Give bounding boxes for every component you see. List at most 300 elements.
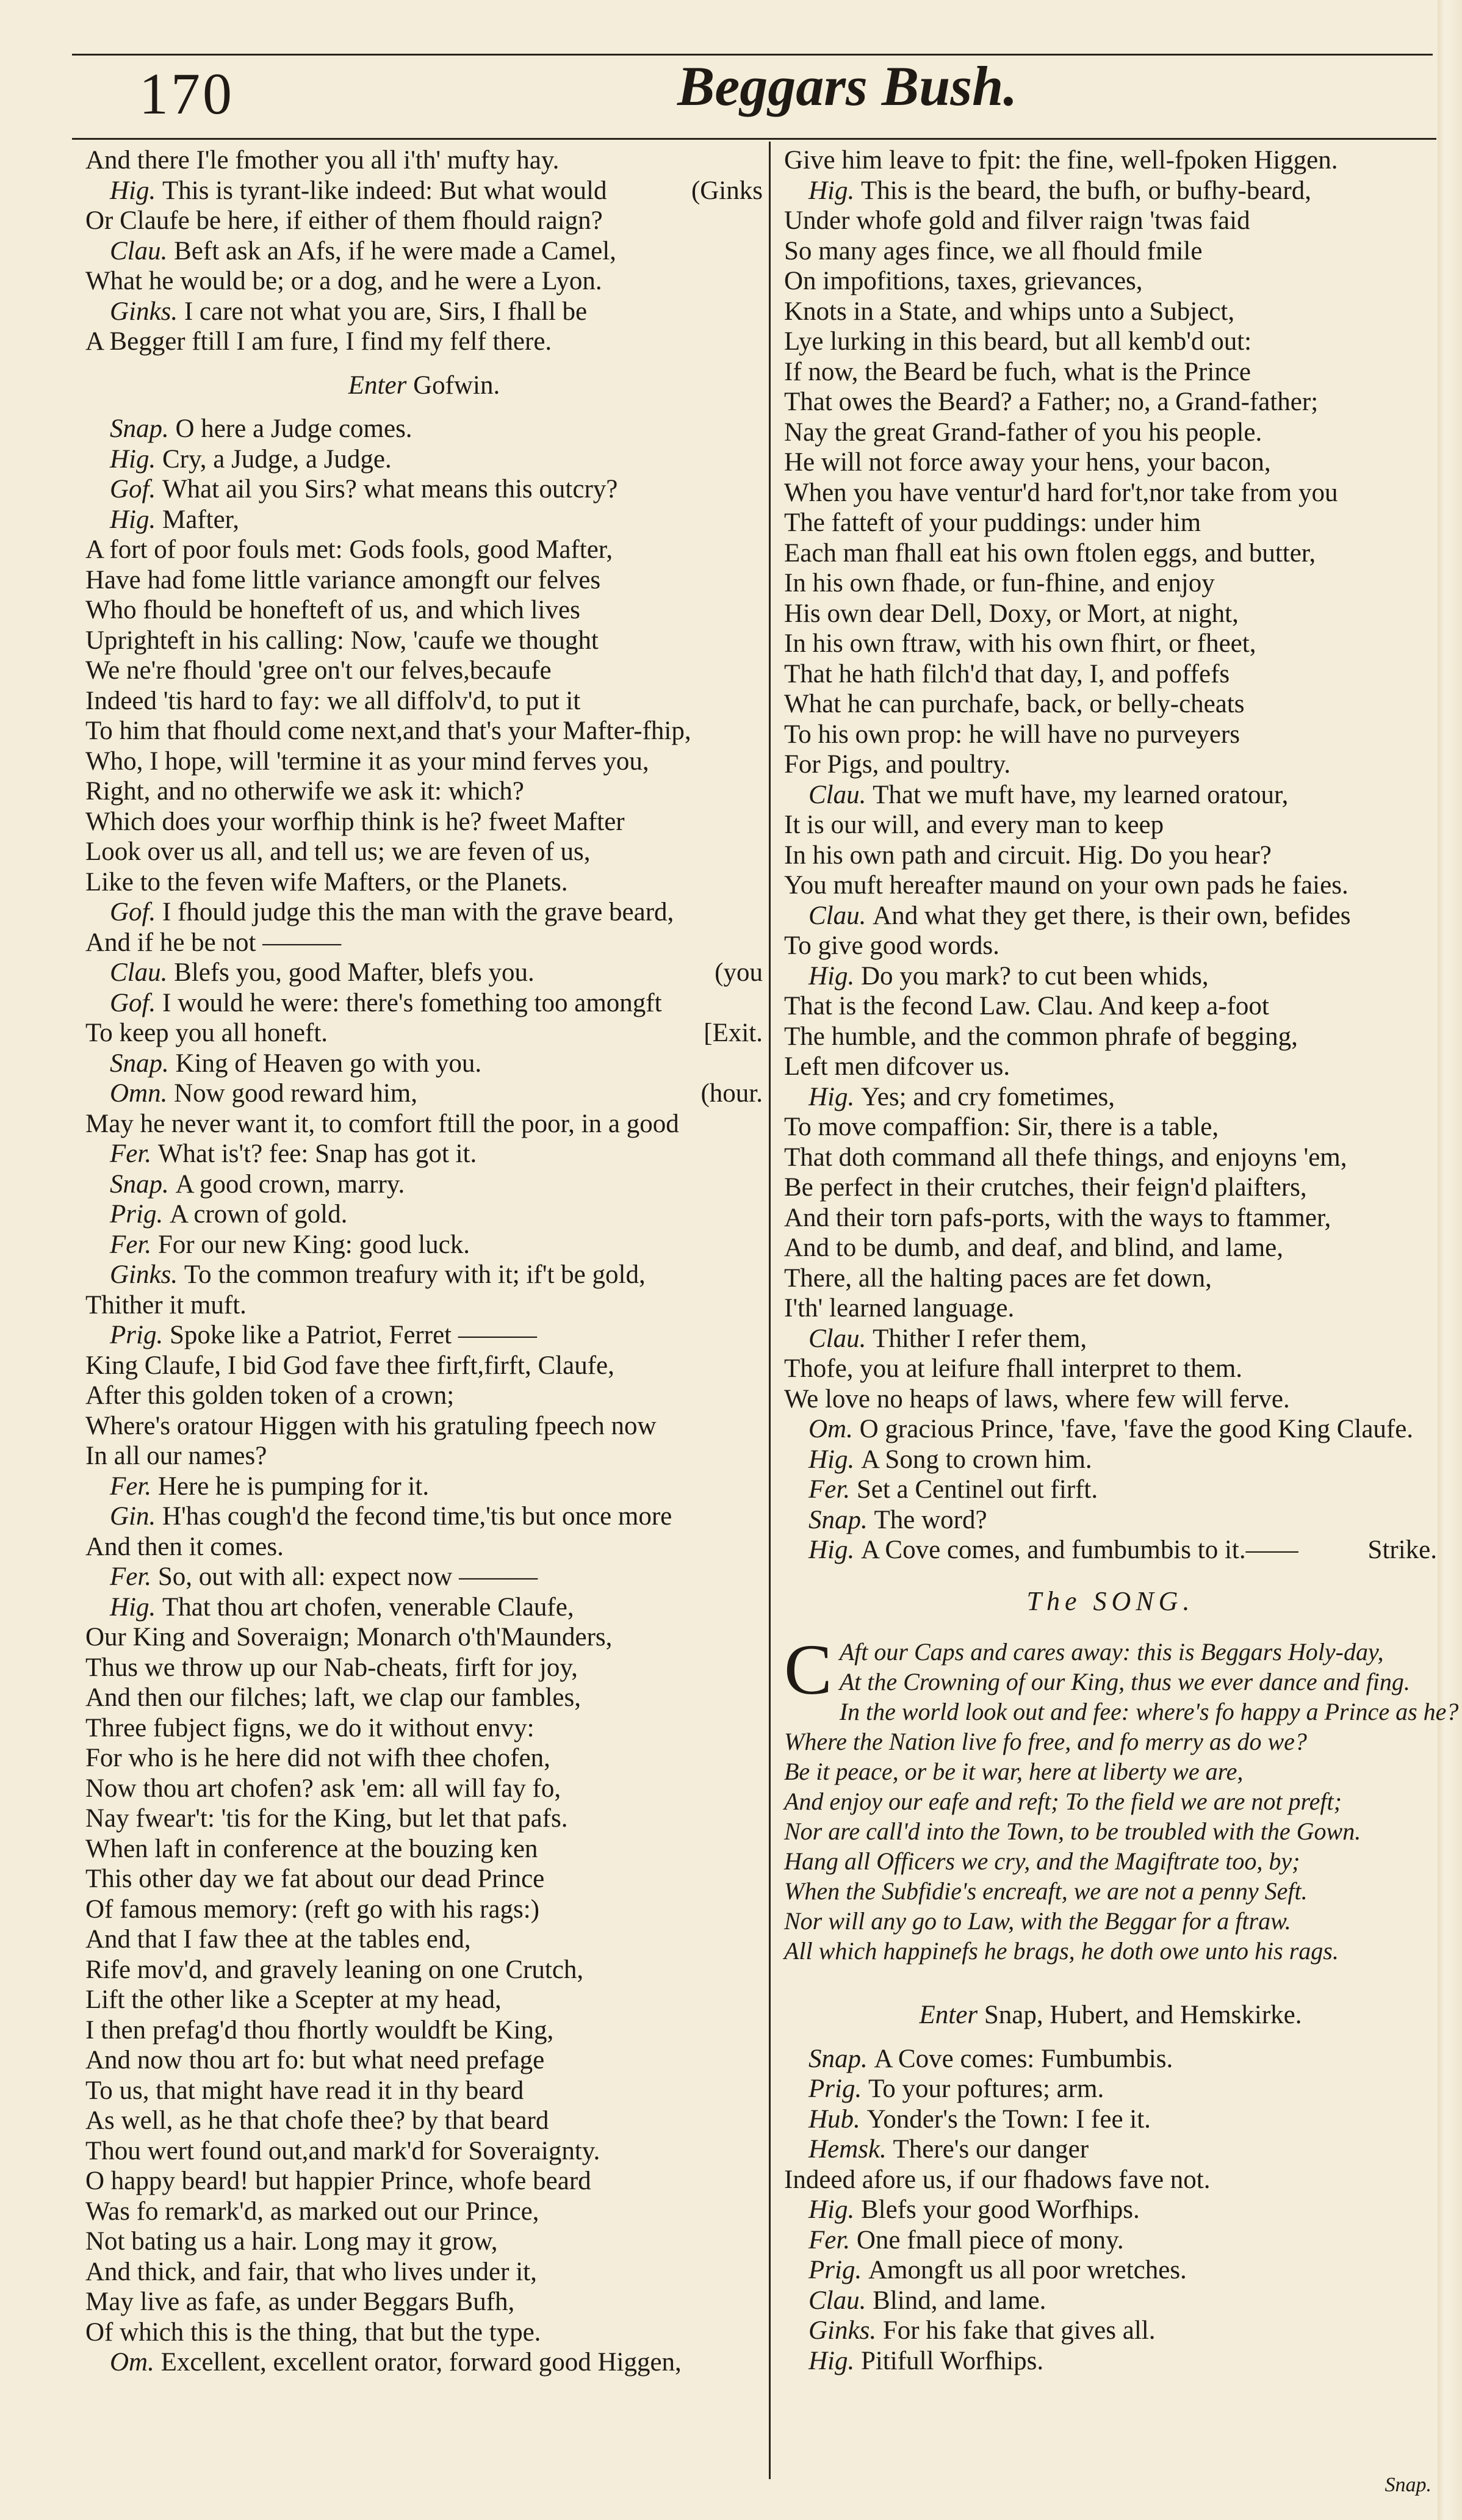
speaker-name: Fer. bbox=[110, 1230, 158, 1259]
line-text: Yes; and cry fometimes, bbox=[861, 1082, 1115, 1111]
speaker-name: Om. bbox=[110, 2348, 161, 2377]
line-text: To the common treafury with it; if't be gold, bbox=[184, 1260, 646, 1289]
verse-line bbox=[784, 1263, 1437, 1294]
line-text: O happy beard! but happier Prince, whofe beard bbox=[85, 2167, 591, 2195]
speech-line bbox=[85, 474, 763, 505]
verse-line bbox=[784, 659, 1437, 690]
line-text: Each man fhall eat his own ftolen eggs, and butter, bbox=[784, 538, 1316, 568]
speaker-name: Hig. bbox=[110, 505, 162, 534]
verse-line bbox=[784, 206, 1437, 236]
speech-line bbox=[784, 2225, 1437, 2256]
stage-direction: Enter Gofwin. bbox=[348, 370, 500, 400]
verse-line bbox=[784, 145, 1437, 176]
speech-line bbox=[85, 414, 763, 444]
speech-line bbox=[85, 1049, 763, 1079]
line-text: Thither I refer them, bbox=[873, 1324, 1087, 1353]
line-text: Spoke like a Patriot, Ferret ——— bbox=[169, 1321, 537, 1349]
speech-line bbox=[85, 1078, 763, 1109]
verse-line bbox=[784, 870, 1437, 901]
speaker-name: Hig. bbox=[110, 444, 162, 474]
line-text: What he would be; or a dog, and he were a Lyon. bbox=[85, 267, 602, 295]
stage-direction: Enter Snap, Hubert, and Hemskirke. bbox=[919, 2001, 1302, 2029]
speech-line bbox=[85, 444, 763, 475]
right-column bbox=[784, 145, 1459, 2376]
verse-line bbox=[85, 2106, 763, 2136]
line-text: When laft in conference at the bouzing ken bbox=[85, 1834, 538, 1863]
line-text: To move compaffion: Sir, there is a table, bbox=[784, 1113, 1219, 1141]
song-line: Hang all Officers we cry, and the Magiftrate too, by; bbox=[784, 1847, 1300, 1875]
speaker-name: Fer. bbox=[808, 1475, 857, 1504]
verse-line bbox=[784, 629, 1437, 659]
line-text: On impofitions, taxes, grievances, bbox=[784, 267, 1143, 295]
verse-line bbox=[85, 1955, 763, 1985]
verse-line bbox=[85, 2015, 763, 2046]
line-text: And if he be not ——— bbox=[85, 928, 342, 957]
line-text: And their torn pafs-ports, with the ways to ftammer, bbox=[784, 1203, 1331, 1232]
line-text: I'th' learned language. bbox=[784, 1294, 1015, 1323]
line-text: A crown of gold. bbox=[169, 1200, 348, 1229]
verse-line bbox=[784, 568, 1437, 599]
line-text: Indeed 'tis hard to fay: we all diffolv'd, to put it bbox=[85, 686, 581, 715]
verse-line bbox=[784, 2165, 1437, 2195]
line-text: Set a Centinel out firft. bbox=[856, 1475, 1098, 1504]
verse-line bbox=[784, 1143, 1437, 1173]
speech-line bbox=[784, 2316, 1437, 2346]
line-text: O gracious Prince, 'fave, 'fave the good King Claufe. bbox=[859, 1415, 1414, 1443]
line-text: I care not what you are, Sirs, I fhall be bbox=[184, 297, 588, 326]
running-title: Beggars Bush. bbox=[677, 55, 1018, 117]
line-text: Now thou art chofen? ask 'em: all will fay fo, bbox=[85, 1774, 561, 1803]
verse-line bbox=[85, 1381, 763, 1411]
line-text: When you have ventur'd hard for't,nor take from you bbox=[784, 478, 1338, 507]
verse-line bbox=[85, 1834, 763, 1865]
song-line: Be it peace, or be it war, here at liberty we are, bbox=[784, 1758, 1244, 1785]
line-text: Where's oratour Higgen with his gratuling fpeech now bbox=[85, 1411, 657, 1440]
verse-line bbox=[85, 327, 763, 357]
line-text: Mafter, bbox=[162, 505, 240, 534]
speech-line bbox=[784, 176, 1437, 206]
line-text: Right, and no otherwife we ask it: which? bbox=[85, 777, 524, 806]
verse-line bbox=[85, 1864, 763, 1894]
line-text: Not bating us a hair. Long may it grow, bbox=[85, 2227, 498, 2256]
line-text: The fatteft of your puddings: under him bbox=[784, 508, 1201, 537]
verse-line bbox=[85, 837, 763, 867]
verse-line bbox=[784, 1293, 1437, 1324]
page-header bbox=[0, 0, 1462, 153]
speaker-name: Hig. bbox=[110, 1592, 162, 1622]
song-line: And enjoy our eafe and reft; To the field we are not preft; bbox=[784, 1788, 1342, 1815]
speaker-name: Gof. bbox=[110, 988, 162, 1017]
speech-line bbox=[85, 505, 763, 535]
speaker-name: Fer. bbox=[110, 1139, 158, 1168]
verse-line bbox=[85, 266, 763, 297]
verse-line bbox=[85, 2197, 763, 2227]
margin-note: (Ginks bbox=[691, 176, 763, 205]
line-text: To keep you all honeft. bbox=[85, 1019, 328, 1047]
song-verse bbox=[784, 1630, 1459, 1966]
line-text: Have had fome little variance amongft our felves bbox=[85, 565, 601, 594]
speaker-name: Hig. bbox=[808, 1082, 861, 1111]
speech-line bbox=[85, 1471, 763, 1502]
line-text: A fort of poor fouls met: Gods fools, good Mafter, bbox=[85, 535, 613, 564]
line-text: For who is he here did not wifh thee chofen, bbox=[85, 1744, 550, 1772]
speech-line bbox=[784, 780, 1437, 811]
speech-line bbox=[784, 901, 1437, 931]
verse-line bbox=[85, 1924, 763, 1955]
verse-line bbox=[85, 595, 763, 626]
line-text: Left men difcover us. bbox=[784, 1052, 1010, 1081]
line-text: And then it comes. bbox=[85, 1532, 284, 1561]
speaker-name: Prig. bbox=[110, 1200, 170, 1229]
verse-line bbox=[784, 1233, 1437, 1263]
verse-line bbox=[85, 1743, 763, 1774]
song-line: In the world look out and fee: where's fo happy a Prince as he? bbox=[839, 1698, 1459, 1725]
line-text: We love no heaps of laws, where few will ferve. bbox=[784, 1384, 1290, 1413]
speech-line bbox=[85, 958, 763, 988]
line-text: Nay fwear't: 'tis for the King, but let that pafs. bbox=[85, 1804, 568, 1833]
line-text: King of Heaven go with you. bbox=[175, 1049, 482, 1078]
verse-line bbox=[85, 2136, 763, 2167]
column-divider bbox=[769, 142, 771, 2479]
line-text: After this golden token of a crown; bbox=[85, 1381, 455, 1410]
line-text: Of which this is the thing, that but the type. bbox=[85, 2317, 541, 2347]
verse-line bbox=[85, 1351, 763, 1381]
speech-line bbox=[784, 1535, 1437, 1565]
line-text: King Claufe, I bid God fave thee firft,firft, Claufe, bbox=[85, 1351, 614, 1380]
verse-line bbox=[85, 626, 763, 656]
line-text: This other day we fat about our dead Prince bbox=[85, 1865, 545, 1893]
speaker-name: Hub. bbox=[808, 2104, 867, 2134]
speaker-name: Hig. bbox=[808, 961, 861, 991]
line-text: And then our filches; laft, we clap our fambles, bbox=[85, 1683, 581, 1712]
speech-line bbox=[784, 1505, 1437, 1536]
verse-line bbox=[85, 1803, 763, 1834]
song-heading: The SONG. bbox=[1026, 1586, 1195, 1616]
line-text: A Begger ftill I am fure, I find my felf there. bbox=[85, 327, 552, 356]
speaker-name: Hig. bbox=[110, 176, 162, 205]
line-text: For his fake that gives all. bbox=[882, 2316, 1156, 2345]
speech-line bbox=[85, 2347, 763, 2378]
speech-line bbox=[784, 1414, 1437, 1445]
verse-line bbox=[85, 145, 763, 176]
speaker-name: Ginks. bbox=[808, 2316, 883, 2345]
line-text: And thick, and fair, that who lives under it, bbox=[85, 2257, 537, 2286]
verse-line bbox=[85, 1109, 763, 1139]
verse-line bbox=[85, 686, 763, 717]
catchword: Snap. bbox=[1385, 2474, 1431, 2496]
speech-line bbox=[784, 1082, 1437, 1113]
line-text: Thither it muft. bbox=[85, 1290, 247, 1320]
speaker-name: Clau. bbox=[808, 2286, 873, 2315]
margin-note: (hour. bbox=[700, 1079, 763, 1108]
line-text: Uprighteft in his calling: Now, 'caufe we thought bbox=[85, 626, 599, 655]
margin-note: [Exit. bbox=[704, 1019, 763, 1047]
speech-line bbox=[85, 897, 763, 928]
speech-line bbox=[784, 1475, 1437, 1505]
speech-line bbox=[784, 2044, 1437, 2074]
line-text: What he can purchafe, back, or belly-cheats bbox=[784, 690, 1245, 718]
page-number: 170 bbox=[139, 61, 234, 126]
speech-line bbox=[784, 961, 1437, 992]
verse-line bbox=[784, 599, 1437, 629]
line-text: Who fhould be honefteft of us, and which lives bbox=[85, 596, 580, 624]
verse-line bbox=[85, 2257, 763, 2287]
speaker-name: Hemsk. bbox=[808, 2135, 893, 2164]
page-edge bbox=[1438, 0, 1462, 2520]
speaker-name: Fer. bbox=[110, 1471, 158, 1501]
line-text: So, out with all: expect now ——— bbox=[157, 1562, 538, 1591]
line-text: H'has cough'd the fecond time,'tis but once more bbox=[162, 1502, 672, 1531]
verse-line bbox=[85, 1985, 763, 2015]
verse-line bbox=[784, 931, 1437, 961]
verse-line bbox=[85, 206, 763, 236]
line-text: So many ages fince, we all fhould fmile bbox=[784, 236, 1203, 265]
verse-line bbox=[85, 1290, 763, 1321]
verse-line bbox=[85, 2045, 763, 2076]
margin-note: Strike. bbox=[1367, 1536, 1437, 1564]
speech-line bbox=[784, 2286, 1437, 2316]
line-text: Do you mark? to cut been whids, bbox=[861, 961, 1209, 991]
speaker-name: Snap. bbox=[110, 1169, 176, 1199]
speech-line bbox=[85, 1199, 763, 1230]
speaker-name: Gof. bbox=[110, 475, 162, 504]
line-text: That is the fecond Law. Clau. And keep a-foot bbox=[784, 992, 1269, 1020]
verse-line bbox=[85, 716, 763, 746]
speech-line bbox=[85, 297, 763, 327]
line-text: And now thou art fo: but what need prefage bbox=[85, 2046, 545, 2074]
verse-line bbox=[784, 478, 1437, 508]
line-text: He will not force away your hens, your bacon, bbox=[784, 448, 1271, 477]
speaker-name: Hig. bbox=[808, 2195, 861, 2224]
verse-line bbox=[784, 1052, 1437, 1082]
line-text: Blefs you, good Mafter, blefs you. bbox=[174, 958, 535, 987]
line-text: The word? bbox=[874, 1505, 987, 1534]
verse-line bbox=[85, 1411, 763, 1442]
line-text: A good crown, marry. bbox=[175, 1169, 405, 1199]
verse-line bbox=[85, 2317, 763, 2348]
speaker-name: Prig. bbox=[808, 2256, 868, 2284]
verse-line bbox=[784, 357, 1437, 388]
verse-line bbox=[85, 1653, 763, 1683]
line-text: Indeed afore us, if our fhadows fave not. bbox=[784, 2165, 1211, 2194]
line-text: That owes the Beard? a Father; no, a Grand-father; bbox=[784, 388, 1319, 416]
line-text: That we muft have, my learned oratour, bbox=[873, 780, 1289, 809]
verse-line bbox=[784, 1112, 1437, 1143]
verse-line bbox=[784, 840, 1437, 871]
speech-line bbox=[784, 2104, 1437, 2135]
verse-line bbox=[85, 1683, 763, 1713]
verse-line bbox=[85, 2226, 763, 2257]
line-text: One fmall piece of mony. bbox=[856, 2225, 1124, 2255]
line-text: And what they get there, is their own, befides bbox=[873, 901, 1351, 930]
line-text: Give him leave to fpit: the fine, well-fpoken Higgen. bbox=[784, 146, 1338, 175]
speech-line bbox=[85, 1230, 763, 1260]
line-text: There's our danger bbox=[893, 2135, 1089, 2164]
verse-line bbox=[85, 1894, 763, 1925]
verse-line bbox=[784, 720, 1437, 750]
line-text: For Pigs, and poultry. bbox=[784, 750, 1011, 779]
verse-line bbox=[784, 297, 1437, 327]
verse-line bbox=[784, 1172, 1437, 1203]
speaker-name: Gof. bbox=[110, 898, 162, 926]
verse-line bbox=[784, 749, 1437, 780]
speaker-name: Clau. bbox=[808, 1324, 873, 1353]
verse-line bbox=[85, 565, 763, 596]
verse-line bbox=[85, 1441, 763, 1471]
song-line: Aft our Caps and cares away: this is Beggars Holy-day, bbox=[839, 1638, 1384, 1666]
speech-line bbox=[784, 2255, 1437, 2286]
line-text: As well, as he that chofe thee? by that beard bbox=[85, 2106, 549, 2135]
verse-line bbox=[784, 1354, 1437, 1384]
line-text: And to be dumb, and deaf, and blind, and lame, bbox=[784, 1233, 1283, 1262]
line-text: Now good reward him, bbox=[174, 1079, 417, 1108]
speech-line bbox=[85, 176, 763, 206]
verse-line bbox=[85, 1622, 763, 1653]
speech-line bbox=[784, 2195, 1437, 2225]
speech-line bbox=[85, 1592, 763, 1623]
speaker-name: Hig. bbox=[808, 1536, 861, 1564]
line-text: Like to the feven wife Mafters, or the Planets. bbox=[85, 867, 568, 897]
verse-line bbox=[85, 1774, 763, 1804]
verse-line bbox=[784, 387, 1437, 417]
speech-line bbox=[85, 1139, 763, 1169]
left-column bbox=[85, 145, 763, 2378]
line-text: In his own ftraw, with his own fhirt, or fheet, bbox=[784, 629, 1256, 658]
header-rule bbox=[72, 138, 1436, 140]
line-text: There, all the halting paces are fet down, bbox=[784, 1263, 1212, 1293]
speech-line bbox=[784, 2346, 1437, 2377]
speaker-name: Clau. bbox=[110, 958, 175, 987]
speaker-name: Gin. bbox=[110, 1502, 162, 1531]
line-text: This is the beard, the bufh, or bufhy-beard, bbox=[861, 176, 1311, 205]
line-text: You muft hereafter maund on your own pads he faies. bbox=[784, 871, 1349, 900]
line-text: To his own prop: he will have no purveyers bbox=[784, 720, 1240, 749]
line-text: Under whofe gold and filver raign 'twas faid bbox=[784, 206, 1250, 235]
line-text: Lift the other like a Scepter at my head, bbox=[85, 1985, 502, 2014]
speaker-name: Snap. bbox=[808, 1505, 874, 1534]
speaker-name: Ginks. bbox=[110, 297, 184, 326]
verse-line bbox=[784, 417, 1437, 448]
speaker-name: Prig. bbox=[808, 2074, 868, 2103]
drop-cap: C bbox=[784, 1630, 832, 1709]
line-text: In his own path and circuit. Hig. Do you hear? bbox=[784, 840, 1272, 870]
speech-line bbox=[85, 1169, 763, 1200]
verse-line bbox=[85, 535, 763, 565]
song-line: Nor will any go to Law, with the Beggar for a ftraw. bbox=[784, 1907, 1291, 1935]
verse-line bbox=[784, 538, 1437, 569]
verse-line bbox=[784, 689, 1437, 720]
line-text: Of famous memory: (reft go with his rags:) bbox=[85, 1894, 539, 1924]
line-text: We ne're fhould 'gree on't our felves,becaufe bbox=[85, 656, 552, 685]
line-text: To give good words. bbox=[784, 931, 999, 960]
verse-line bbox=[85, 2076, 763, 2106]
line-text: Blind, and lame. bbox=[873, 2286, 1046, 2315]
line-text: I fhould judge this the man with the grave beard, bbox=[162, 898, 674, 926]
line-text: What ail you Sirs? what means this outcry? bbox=[162, 475, 618, 504]
line-text: What is't? fee: Snap has got it. bbox=[157, 1139, 477, 1168]
speech-line bbox=[85, 1562, 763, 1592]
line-text: Thofe, you at leifure fhall interpret to them. bbox=[784, 1354, 1243, 1383]
line-text: That he hath filch'd that day, I, and poffefs bbox=[784, 659, 1230, 688]
line-text: May live as fafe, as under Beggars Bufh, bbox=[85, 2287, 515, 2316]
line-text: If now, the Beard be fuch, what is the Prince bbox=[784, 357, 1251, 386]
speaker-name: Omn. bbox=[110, 1079, 175, 1108]
line-text: Was fo remark'd, as marked out our Prince, bbox=[85, 2197, 539, 2226]
verse-line bbox=[784, 236, 1437, 267]
verse-line bbox=[85, 1532, 763, 1562]
line-text: In his own fhade, or fun-fhine, and enjoy bbox=[784, 569, 1215, 598]
line-text: Or Claufe be here, if either of them fhould raign? bbox=[85, 206, 603, 235]
verse-line bbox=[85, 2166, 763, 2197]
line-text: Look over us all, and tell us; we are feven of us, bbox=[85, 837, 591, 866]
verse-line bbox=[784, 1384, 1437, 1415]
speaker-name: Om. bbox=[808, 1415, 860, 1443]
line-text: Rife mov'd, and gravely leaning on one Crutch, bbox=[85, 1955, 584, 1984]
line-text: Be perfect in their crutches, their feign'd plaifters, bbox=[784, 1173, 1307, 1202]
verse-line bbox=[784, 266, 1437, 297]
line-text: Here he is pumping for it. bbox=[157, 1471, 430, 1501]
line-text: This is tyrant-like indeed: But what would bbox=[162, 176, 607, 205]
line-text: A Song to crown him. bbox=[861, 1445, 1092, 1474]
line-text: May he never want it, to comfort ftill the poor, in a good bbox=[85, 1109, 679, 1138]
speaker-name: Snap. bbox=[110, 414, 176, 443]
line-text: In all our names? bbox=[85, 1442, 267, 1470]
line-text: Our King and Soveraign; Monarch o'th'Maunders, bbox=[85, 1623, 613, 1652]
verse-line bbox=[784, 1203, 1437, 1233]
verse-line bbox=[784, 508, 1437, 538]
speaker-name: Hig. bbox=[808, 1445, 861, 1474]
line-text: And there I'le fmother you all i'th' mufty hay. bbox=[85, 146, 560, 175]
speaker-name: Clau. bbox=[808, 780, 873, 809]
line-text: Beft ask an Afs, if he were made a Camel, bbox=[174, 236, 616, 265]
line-text: Yonder's the Town: I fee it. bbox=[866, 2104, 1151, 2134]
speaker-name: Fer. bbox=[110, 1562, 158, 1591]
speaker-name: Snap. bbox=[808, 2044, 874, 2073]
line-text: For our new King: good luck. bbox=[157, 1230, 470, 1259]
line-text: Who, I hope, will 'termine it as your mind ferves you, bbox=[85, 746, 649, 776]
line-text: And that I faw thee at the tables end, bbox=[85, 1925, 471, 1954]
verse-line bbox=[784, 810, 1437, 840]
speech-line bbox=[85, 1260, 763, 1290]
verse-line bbox=[85, 655, 763, 686]
verse-line bbox=[85, 746, 763, 777]
verse-line bbox=[784, 327, 1437, 357]
speech-line bbox=[784, 2074, 1437, 2104]
line-text: To us, that might have read it in thy beard bbox=[85, 2076, 524, 2105]
speech-line bbox=[85, 1501, 763, 1532]
line-text: Excellent, excellent orator, forward good Higgen, bbox=[160, 2348, 682, 2377]
verse-line bbox=[85, 807, 763, 837]
line-text: Knots in a State, and whips unto a Subject, bbox=[784, 297, 1235, 326]
line-text: Thus we throw up our Nab-cheats, firft for joy, bbox=[85, 1653, 578, 1682]
speech-line bbox=[784, 1324, 1437, 1354]
line-text: Nay the great Grand-father of you his people. bbox=[784, 417, 1262, 447]
line-text: Thou wert found out,and mark'd for Soveraignty. bbox=[85, 2136, 600, 2165]
speaker-name: Clau. bbox=[808, 901, 873, 930]
line-text: Amongft us all poor wretches. bbox=[868, 2256, 1187, 2284]
speech-line bbox=[85, 236, 763, 267]
verse-line bbox=[85, 867, 763, 898]
song-line: All which happinefs he brags, he doth owe unto his rags. bbox=[784, 1937, 1339, 1965]
line-text: A Cove comes, and fumbumbis to it.—— bbox=[861, 1536, 1298, 1564]
speaker-name: Snap. bbox=[110, 1049, 176, 1078]
line-text: Which does your worfhip think is he? fweet Mafter bbox=[85, 807, 625, 836]
line-text: That doth command all thefe things, and enjoyns 'em, bbox=[784, 1143, 1347, 1172]
line-text: To your poftures; arm. bbox=[868, 2074, 1104, 2103]
line-text: To him that fhould come next,and that's your Mafter-fhip, bbox=[85, 717, 691, 745]
speaker-name: Prig. bbox=[110, 1321, 170, 1349]
verse-line bbox=[85, 2287, 763, 2317]
